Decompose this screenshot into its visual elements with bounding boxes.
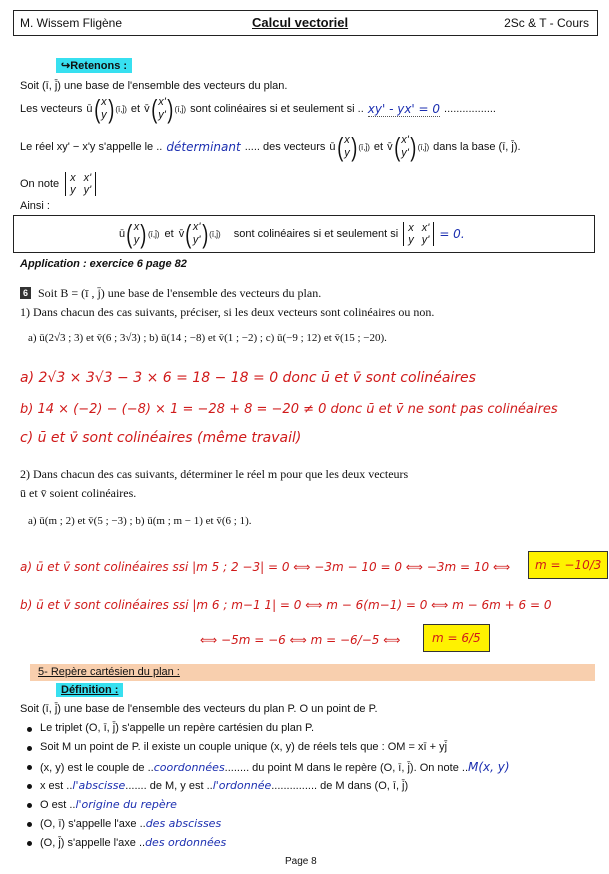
- determinant-notation: x x' y y': [65, 172, 96, 196]
- handwritten-ordonnee: l'ordonnée: [212, 779, 272, 792]
- handwritten-abscisses: des abscisses: [145, 817, 222, 830]
- collinear-line: [20, 96, 496, 122]
- exercise-intro: Soit B = (ī , j̄) une base de l'ensemble des vecteurs du plan.: [38, 286, 322, 300]
- dots: .................: [444, 103, 496, 115]
- det-text-d: dans la base (ī, j̄).: [433, 141, 521, 153]
- bullet-2-text: Soit M un point de P. il existe un couple unique (x, y) de réels tels que : OM = xī + yj̄: [40, 741, 448, 753]
- box-condition: sont colinéaires si et seulement si: [233, 228, 399, 240]
- answer-2a: a) ū et v̄ sont colinéaires ssi |m 5 ; 2 −3| = 0 ⟺ −3m − 10 = 0 ⟺ −3m = 10 ⟺: [20, 560, 511, 574]
- handwritten-determinant: déterminant: [166, 140, 241, 154]
- answer-a: a) 2√3 × 3√3 − 3 × 6 = 18 − 18 = 0 donc ū et v̄ sont colinéaires: [20, 370, 476, 386]
- bullet-4: [40, 779, 408, 792]
- bullet-5-a: O est ..: [40, 799, 76, 811]
- header-bar: [13, 10, 598, 36]
- determinant-line: [20, 134, 521, 160]
- bullet-1-text: Le triplet (O, ī, j̄) s'appelle un repère cartésien du plan P.: [40, 722, 314, 734]
- bullet-4-a: x est ..: [40, 780, 73, 792]
- vector-u-col: ū ( x y ) (ī,j̄): [329, 132, 370, 162]
- box-vector-u: ū ( x y ) (ī,j̄): [119, 219, 160, 249]
- header-author: M. Wissem Fligène: [20, 16, 123, 30]
- section-5-band: [30, 664, 595, 681]
- handwritten-ordonnees: des ordonnées: [145, 836, 227, 849]
- answer-c: c) ū et v̄ sont colinéaires (même travail): [20, 430, 302, 446]
- bullet-1: [40, 722, 314, 734]
- question-2-cases: a) ū(m ; 2) et v̄(5 ; −3) ; b) ū(m ; m − 1) et v̄(6 ; 1).: [28, 515, 252, 527]
- exercise-number: 6: [20, 287, 31, 299]
- vectors-label: Les vecteurs: [20, 103, 83, 115]
- det-and: et: [373, 141, 384, 153]
- handwritten-abscisse: l'abscisse: [72, 779, 126, 792]
- handwritten-origine: l'origine du repère: [75, 798, 177, 811]
- bullet-7-a: (O, j̄) s'appelle l'axe ..: [40, 837, 146, 849]
- bullet-6: [40, 817, 221, 830]
- bullet-3-b: ........ du point M dans le repère (O, ī, j̄). On note ..: [224, 762, 469, 774]
- bullet-4-c: ............... de M dans (O, ī, j̄): [271, 780, 409, 792]
- answer-2b-box: [423, 624, 490, 652]
- box-equals-zero: = 0.: [439, 227, 465, 241]
- bullet-3: [40, 760, 510, 774]
- definition-label: Définition :: [56, 683, 123, 697]
- bullet-2: [40, 741, 447, 753]
- bullet-3-a: (x, y) est le couple de ..: [40, 762, 154, 774]
- answer-2b-line1: b) ū et v̄ sont colinéaires ssi |m 6 ; m−1 1| = 0 ⟺ m − 6(m−1) = 0 ⟺ m − 6m + 6 = 0: [20, 598, 552, 612]
- box-and: et: [164, 228, 174, 240]
- question-1: 1) Dans chacun des cas suivants, préciser, si les deux vecteurs sont colinéaires ou non.: [20, 305, 435, 319]
- answer-b: b) 14 × (−2) − (−8) × 1 = −28 + 8 = −20 ≠ 0 donc ū et v̄ ne sont pas colinéaires: [20, 402, 558, 417]
- answer-2a-result: m = −10/3: [535, 558, 602, 572]
- box-determinant: x x' y y': [403, 222, 434, 246]
- theorem-box: [13, 215, 595, 253]
- bullet-7: [40, 836, 226, 849]
- bullet-6-a: (O, ī) s'appelle l'axe ..: [40, 818, 146, 830]
- handwritten-M-xy: M(x, y): [468, 760, 510, 774]
- section-5-intro: Soit (ī, j̄) une base de l'ensemble des vecteurs du plan P. O un point de P.: [20, 703, 378, 715]
- question-2b: ū et v̄ soient colinéaires.: [20, 486, 137, 500]
- answer-2b-line2: ⟺ −5m = −6 ⟺ m = −6/−5 ⟺: [200, 633, 401, 647]
- section-5-title: 5- Repère cartésien du plan :: [38, 666, 180, 678]
- on-note-text: On note: [20, 178, 60, 190]
- vector-v-col: v̄ ( x' y' ) (ī,j̄): [387, 132, 430, 162]
- header-title: Calcul vectoriel: [252, 15, 349, 30]
- answer-2b-result: m = 6/5: [432, 631, 481, 645]
- page-number: Page 8: [285, 856, 317, 867]
- vector-v: v̄ ( x' y' ) (ī,j̄): [144, 94, 187, 124]
- basis-intro: Soit (ī, j̄) une base de l'ensemble des vecteurs du plan.: [20, 80, 288, 92]
- det-text-b: ..... des vecteurs: [244, 141, 326, 153]
- ainsi-text: Ainsi :: [20, 200, 50, 212]
- vector-u: ū ( x y ) (ī,j̄): [86, 94, 127, 124]
- bullet-5: [40, 798, 177, 811]
- handwritten-coordonnees: coordonnées: [153, 761, 225, 774]
- application-label: Application : exercice 6 page 82: [20, 258, 187, 270]
- answer-2a-box: [528, 551, 608, 579]
- collinear-cond-text: sont colinéaires si et seulement si ..: [190, 103, 364, 115]
- bullet-4-b: ....... de M, y est ..: [125, 780, 213, 792]
- retenons-label: ↪Retenons :: [56, 58, 132, 73]
- handwritten-condition: xy' - yx' = 0: [367, 101, 441, 116]
- and-word: et: [130, 103, 141, 115]
- header-class: 2Sc & T - Cours: [504, 16, 589, 30]
- box-vector-v: v̄ ( x' y' ) (ī,j̄): [178, 219, 221, 249]
- question-2: 2) Dans chacun des cas suivants, déterminer le réel m pour que les deux vecteurs: [20, 467, 409, 481]
- on-note-line: [20, 172, 96, 196]
- theorem-line: [119, 221, 465, 247]
- det-text-a: Le réel xy' − x'y s'appelle le ..: [20, 141, 163, 153]
- question-1-cases: a) ū(2√3 ; 3) et v̄(6 ; 3√3) ; b) ū(14 ; −8) et v̄(1 ; −2) ; c) ū(−9 ; 12) et v̄(15 ; −20).: [28, 332, 387, 344]
